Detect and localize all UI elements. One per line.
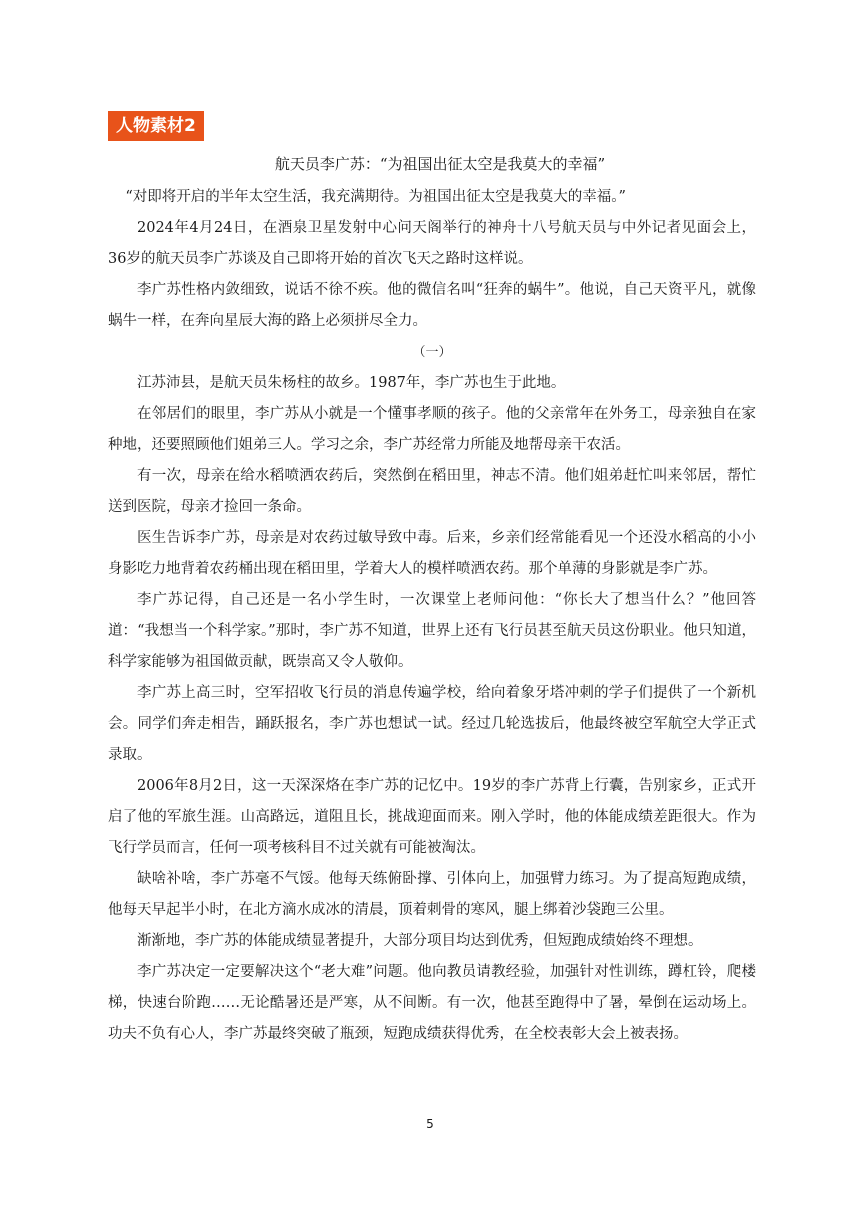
- paragraph: 渐渐地，李广苏的体能成绩显著提升，大部分项目均达到优秀，但短跑成绩始终不理想。: [137, 933, 703, 949]
- paragraph: 在邻居们的眼里，李广苏从小就是一个懂事孝顺的孩子。他的父亲常年在外务工，母亲独自在家种地，还要照顾他们姐弟三人。学习之余，李广苏经常力所能及地帮母亲干农活。: [108, 406, 756, 453]
- paragraph: 江苏沛县，是航天员朱杨柱的故乡。1987年，李广苏也生于此地。: [137, 375, 566, 391]
- page-number: 5: [426, 1117, 434, 1131]
- section-heading: （一）: [412, 345, 452, 360]
- paragraph: 缺啥补啥，李广苏毫不气馁。他每天练俯卧撑、引体向上，加强臂力练习。为了提高短跑成绩，他每天早起半小时，在北方滴水成冰的清晨，顶着刺骨的寒风，腿上绑着沙袋跑三公里。: [108, 871, 756, 918]
- paragraph: 2024年4月24日，在酒泉卫星发射中心问天阁举行的神舟十八号航天员与中外记者见面会上，36岁的航天员李广苏谈及自己即将开始的首次飞天之路时这样说。: [108, 220, 756, 267]
- paragraph: 李广苏上高三时，空军招收飞行员的消息传遍学校，给向着象牙塔冲刺的学子们提供了一个新机会。同学们奔走相告，踊跃报名，李广苏也想试一试。经过几轮选拔后，他最终被空军航空大学正式录取。: [108, 685, 756, 763]
- article-title: 航天员李广苏：“为祖国出征太空是我莫大的幸福”: [274, 155, 606, 173]
- paragraph-quote: “对即将开启的半年太空生活，我充满期待。为祖国出征太空是我莫大的幸福。”: [125, 189, 626, 205]
- paragraph: 2006年8月2日，这一天深深烙在李广苏的记忆中。19岁的李广苏背上行囊，告别家乡，正式开启了他的军旅生涯。山高路远，道阻且长，挑战迎面而来。刚入学时，他的体能成绩差距很大。作为飞行学员而言，任何一项考核科目不过关就有可能被淘汰。: [108, 778, 756, 856]
- article-body: [108, 182, 756, 1050]
- paragraph: 有一次，母亲在给水稻喷洒农药后，突然倒在稻田里，神志不清。他们姐弟赶忙叫来邻居，帮忙送到医院，母亲才捡回一条命。: [108, 468, 756, 515]
- paragraph: 李广苏性格内敛细致，说话不徐不疾。他的微信名叫“狂奔的蜗牛”。他说，自己天资平凡，就像蜗牛一样，在奔向星辰大海的路上必须拼尽全力。: [108, 282, 756, 329]
- paragraph: 医生告诉李广苏，母亲是对农药过敏导致中毒。后来，乡亲们经常能看见一个还没水稻高的小小身影吃力地背着农药桶出现在稻田里，学着大人的模样喷洒农药。那个单薄的身影就是李广苏。: [108, 530, 756, 577]
- section-badge: 人物素材2: [108, 111, 204, 141]
- paragraph: 李广苏决定一定要解决这个“老大难”问题。他向教员请教经验，加强针对性训练，蹲杠铃，爬楼梯，快速台阶跑……无论酷暑还是严寒，从不间断。有一次，他甚至跑得中了暑，晕倒在运动场上。功夫不负有心人，李广苏最终突破了瓶颈，短跑成绩获得优秀，在全校表彰大会上被表扬。: [108, 964, 756, 1042]
- paragraph: 李广苏记得，自己还是一名小学生时，一次课堂上老师问他：“你长大了想当什么？”他回答道：“我想当一个科学家。”那时，李广苏不知道，世界上还有飞行员甚至航天员这份职业。他只知道，科学家能够为祖国做贡献，既崇高又令人敬仰。: [108, 592, 756, 670]
